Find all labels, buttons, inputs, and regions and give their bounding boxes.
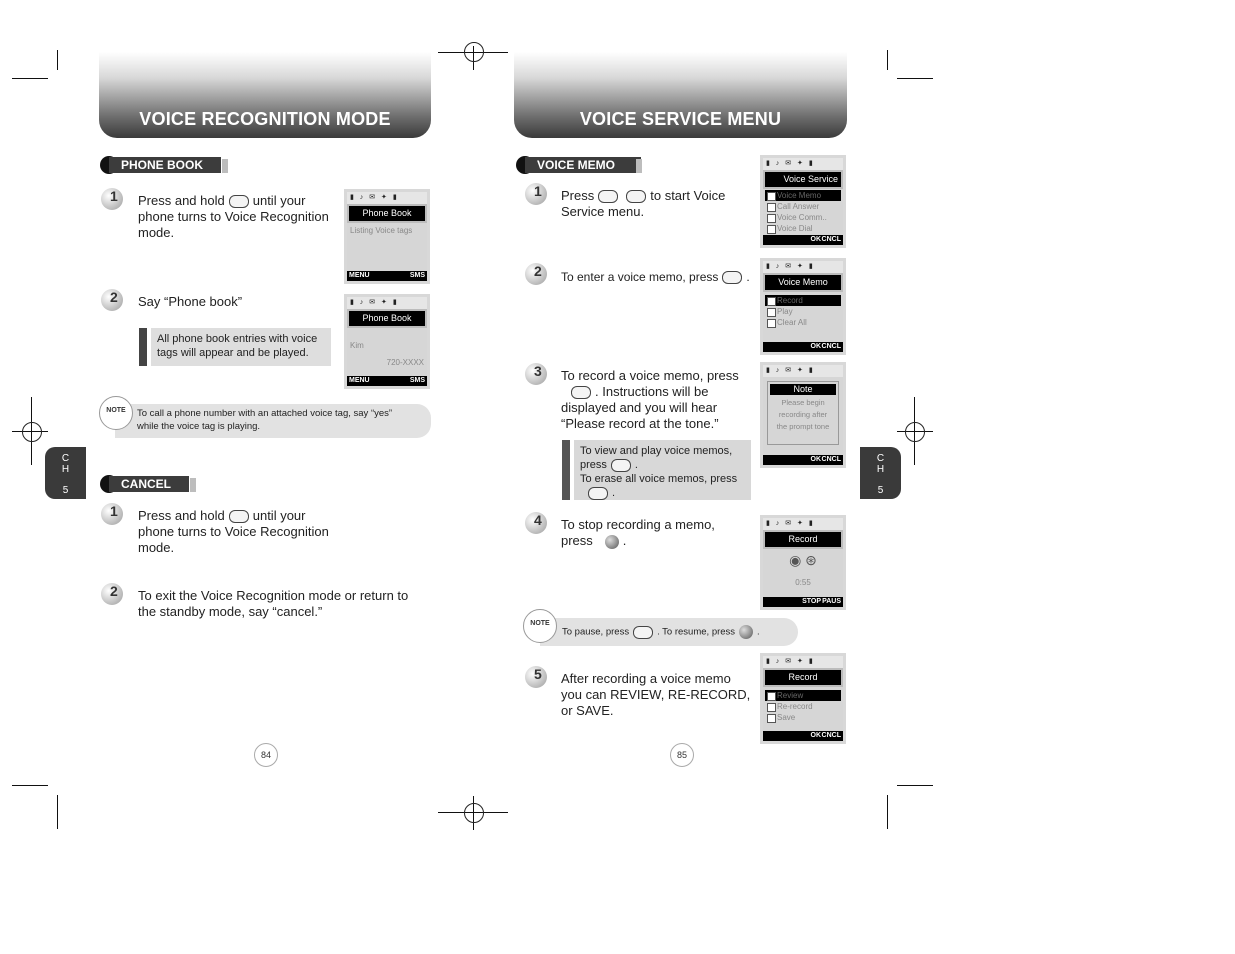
step-text: Press and hold until your phone turns to Voice Recognition mode. xyxy=(138,508,329,555)
soft-keys: MENU SMS xyxy=(349,272,425,279)
step-text: To stop recording a memo, press . xyxy=(561,517,715,548)
phone-screen-voice-memo xyxy=(760,258,846,355)
screen-title: Record xyxy=(765,670,841,685)
step-number: 1 xyxy=(101,503,123,525)
note-title: Note xyxy=(770,384,836,395)
screen-body xyxy=(347,328,427,376)
status-bar: ▮ ♪ ✉ ✦ ▮ xyxy=(347,297,427,309)
crop-mark xyxy=(57,50,58,70)
ok-key-icon xyxy=(605,535,619,549)
screen-title: Phone Book xyxy=(349,311,425,326)
section-tail xyxy=(636,159,642,173)
step-text: Press to start Voice Service menu. xyxy=(561,188,726,219)
ok-key-icon xyxy=(739,625,753,639)
status-bar: ▮ ♪ ✉ ✦ ▮ xyxy=(763,365,843,377)
step-number: 4 xyxy=(525,512,547,534)
section-label: VOICE MEMO xyxy=(525,157,641,173)
contact-number: 720-XXXX xyxy=(386,358,424,367)
screen-menu xyxy=(763,189,843,235)
callout-bar xyxy=(139,328,147,366)
step-text: To enter a voice memo, press . xyxy=(561,270,750,284)
note-icon: NOTE xyxy=(99,396,133,430)
note-line: the prompt tone xyxy=(776,422,830,431)
note-line: Please begin xyxy=(781,398,825,407)
crop-mark xyxy=(12,78,48,79)
callout-box: All phone book entries with voice tags will appear and be played. xyxy=(151,328,331,366)
phone-screen xyxy=(344,189,430,284)
page-title: VOICE RECOGNITION MODE xyxy=(139,109,391,129)
step-number: 5 xyxy=(525,666,547,688)
section-label: CANCEL xyxy=(109,476,189,492)
registration-mark xyxy=(464,803,484,823)
menu-item: Record xyxy=(765,295,841,306)
crop-mark xyxy=(887,50,888,70)
step-number: 3 xyxy=(525,363,547,385)
callout-box: To view and play voice memos, press . To erase all voice memos, press . xyxy=(574,440,751,500)
status-bar: ▮ ♪ ✉ ✦ ▮ xyxy=(763,261,843,273)
note-box: To pause, press . To resume, press . xyxy=(540,618,798,646)
step-text: Press and hold until your phone turns to Voice Recognition mode. xyxy=(138,193,329,240)
section-tail xyxy=(222,159,228,173)
key-1-icon xyxy=(571,386,591,399)
note-line: recording after xyxy=(778,410,828,419)
step-text: To record a voice memo, press . Instructions will be displayed and you will hear “Please record at the tone.” xyxy=(561,368,739,431)
menu-item: Clear All xyxy=(765,317,841,328)
screen-body: Listing Voice tags xyxy=(347,223,427,271)
step-text: After recording a voice memo you can REVIEW, RE-RECORD, or SAVE. xyxy=(561,671,751,718)
callout-bar xyxy=(562,440,570,500)
phone-screen xyxy=(344,294,430,389)
crop-mark xyxy=(897,78,933,79)
key-3-icon xyxy=(588,487,608,500)
phone-screen-voice-service xyxy=(760,155,846,248)
step-number: 2 xyxy=(101,583,123,605)
page-header xyxy=(99,52,431,138)
crop-mark xyxy=(57,795,58,829)
soft-keys: STOP PAUS xyxy=(763,597,843,607)
soft-keys: OK CNCL xyxy=(763,731,843,741)
screen-menu xyxy=(763,292,843,342)
soft-keys: OK CNCL xyxy=(763,342,843,352)
page-number: 85 xyxy=(670,743,694,767)
note-icon: NOTE xyxy=(523,609,557,643)
key-2-icon xyxy=(611,459,631,472)
step-text: To exit the Voice Recognition mode or return to the standby mode, say “cancel.” xyxy=(138,588,409,619)
chapter-tab: C H 5 xyxy=(45,447,86,499)
status-bar: ▮ ♪ ✉ ✦ ▮ xyxy=(763,518,843,530)
screen-title: Record xyxy=(765,532,841,547)
crop-mark xyxy=(12,785,48,786)
page-header xyxy=(514,52,847,138)
menu-item: Review xyxy=(765,690,841,701)
note-box: To call a phone number with an attached voice tag, say “yes” while the voice tag is playing. xyxy=(115,404,431,438)
status-bar: ▮ ♪ ✉ ✦ ▮ xyxy=(763,158,843,170)
section-tail xyxy=(190,478,196,492)
page-number: 84 xyxy=(254,743,278,767)
step-number: 2 xyxy=(101,289,123,311)
key-1-icon xyxy=(722,271,742,284)
soft-keys: OK CNCL xyxy=(763,455,843,465)
registration-mark xyxy=(22,422,42,442)
menu-item: Voice Comm.. xyxy=(765,212,841,223)
registration-mark xyxy=(905,422,925,442)
phone-screen-record xyxy=(760,515,846,610)
soft-keys: MENU SMS xyxy=(349,377,425,384)
page-title: VOICE SERVICE MENU xyxy=(579,109,782,129)
menu-item: Save xyxy=(765,712,841,723)
screen-menu xyxy=(763,687,843,731)
voice-key-icon xyxy=(626,190,646,203)
screen-title: Phone Book xyxy=(349,206,425,221)
crop-mark xyxy=(887,795,888,829)
softkey-icon xyxy=(633,626,653,639)
section-label: PHONE BOOK xyxy=(109,157,221,173)
end-key-icon xyxy=(229,195,249,208)
section-header-cancel xyxy=(100,476,200,492)
phone-screen-record-options xyxy=(760,653,846,744)
registration-mark xyxy=(464,42,484,62)
menu-item: Re-record xyxy=(765,701,841,712)
contact-name: Kim xyxy=(350,341,364,350)
recording-icon: ◉ ⊛ xyxy=(789,552,817,568)
menu-item: Play xyxy=(765,306,841,317)
menu-item: Voice Dial xyxy=(765,223,841,234)
chapter-tab: C H 5 xyxy=(860,447,901,499)
status-bar: ▮ ♪ ✉ ✦ ▮ xyxy=(763,656,843,668)
end-key-icon xyxy=(598,190,618,203)
screen-body xyxy=(763,549,843,597)
menu-item: Call Answer xyxy=(765,201,841,212)
screen-note xyxy=(763,377,843,455)
step-number: 1 xyxy=(525,183,547,205)
soft-keys: OK CNCL xyxy=(763,235,843,245)
step-text: Say “Phone book” xyxy=(138,294,243,309)
status-bar: ▮ ♪ ✉ ✦ ▮ xyxy=(347,192,427,204)
end-key-icon xyxy=(229,510,249,523)
crop-mark xyxy=(897,785,933,786)
record-time: 0:55 xyxy=(795,578,811,587)
section-header-voice-memo xyxy=(516,157,646,173)
section-header-phone-book xyxy=(100,157,230,173)
screen-title: Voice Memo xyxy=(765,275,841,290)
step-number: 2 xyxy=(525,263,547,285)
menu-item: Voice Memo xyxy=(765,190,841,201)
screen-title: Voice Service xyxy=(765,172,841,187)
phone-screen-note xyxy=(760,362,846,468)
step-number: 1 xyxy=(101,188,123,210)
